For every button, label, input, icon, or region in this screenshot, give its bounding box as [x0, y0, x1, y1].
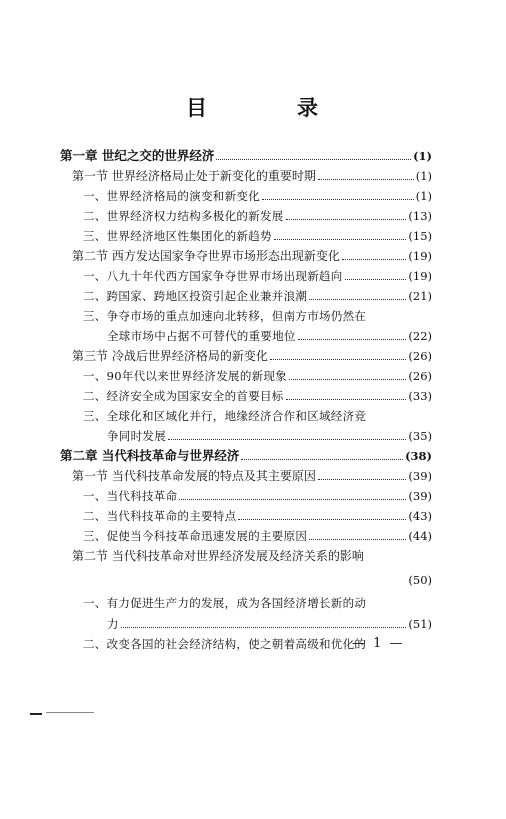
toc-entry-page: (38) [405, 449, 432, 463]
toc-leader-dots [270, 359, 407, 360]
toc-item-continuation [107, 326, 432, 346]
toc-item [83, 206, 432, 226]
toc-entry-page: (50) [408, 573, 432, 587]
toc-leader-dots [345, 279, 407, 280]
toc-section [72, 246, 432, 266]
toc-entry-title: 第一章 世纪之交的世界经济 [60, 148, 215, 163]
toc-entry-title: 二、世界经济权力结构多极化的新发展 [83, 209, 284, 223]
toc-leader-dots [289, 379, 406, 380]
toc-entry-title: 第二节 西方发达国家争夺世界市场形态出现新变化 [72, 249, 340, 263]
toc-entry-title: 一、有力促进生产力的发展，成为各国经济增长新的动 [83, 596, 367, 610]
toc-entry-page: (33) [408, 389, 432, 403]
toc-leader-dots [262, 199, 414, 200]
toc-section [72, 166, 432, 186]
toc-leader-dots [179, 499, 406, 500]
toc-entry-title: 二、当代科技革命的主要特点 [83, 509, 237, 523]
toc-item [83, 486, 432, 506]
toc-entry-page: (51) [408, 617, 432, 631]
toc-entry-title: 三、促使当今科技革命迅速发展的主要原因 [83, 529, 308, 543]
toc-item [83, 266, 432, 286]
toc-entry-page: (15) [408, 229, 432, 243]
toc-entry-title: 一、当代科技革命 [83, 489, 178, 503]
toc-leader-dots [216, 159, 411, 160]
toc-leader-dots [168, 439, 406, 440]
toc-leader-dots [318, 179, 414, 180]
toc-section [72, 546, 432, 566]
toc-entry-title: 力 [107, 617, 119, 631]
toc-leader-dots [241, 459, 403, 460]
toc-entry-page: (1) [415, 189, 432, 203]
toc-entry-title: 争同时发展 [107, 429, 166, 443]
toc-leader-dots [121, 627, 407, 628]
toc-item [83, 593, 432, 613]
toc-entry-title: 三、全球化和区域化并行，地缘经济合作和区域经济竞 [83, 409, 367, 423]
toc-entry-title: 第一节 当代科技革命发展的特点及其主要原因 [72, 469, 316, 483]
toc-entry-page: (39) [408, 489, 432, 503]
toc-entry-page: (19) [408, 269, 432, 283]
toc-entry-page: (39) [408, 469, 432, 483]
toc-entry-title: 一、90年代以来世界经济发展的新现象 [83, 369, 288, 383]
toc-chapter [60, 446, 432, 466]
toc-entry-title: 二、经济安全成为国家安全的首要目标 [83, 389, 284, 403]
toc-entry-page: (26) [408, 369, 432, 383]
toc-leader-dots [238, 519, 406, 520]
toc-item-continuation [107, 614, 432, 634]
toc-leader-dots [274, 239, 407, 240]
toc-entry-title: 第一节 世界经济格局止处于新变化的重要时期 [72, 169, 316, 183]
toc-heading-right: 录 [297, 95, 318, 120]
toc-leader-dots [342, 259, 407, 260]
toc-entry-page: (35) [408, 429, 432, 443]
toc-entry-title: 一、世界经济格局的演变和新变化 [83, 189, 260, 203]
toc-item [83, 526, 432, 546]
toc-chapter [60, 146, 432, 166]
toc-entry-title: 二、跨国家、跨地区投资引起企业兼并浪潮 [83, 289, 308, 303]
toc-leader-dots [286, 219, 407, 220]
toc-entry-title: 第二章 当代科技革命与世界经济 [60, 448, 240, 463]
toc-entry-page: (1) [415, 169, 432, 183]
toc-entry-page: (1) [413, 149, 432, 163]
toc-leader-dots [309, 539, 406, 540]
toc-entry-title: 三、世界经济地区性集团化的新趋势 [83, 229, 272, 243]
toc-item [83, 226, 432, 246]
toc-item [83, 286, 432, 306]
toc-section-continuation [300, 570, 432, 590]
toc-item [83, 406, 432, 426]
toc-leader-dots [298, 339, 407, 340]
toc-entry-title: 三、争夺市场的重点加速向北转移，但南方市场仍然在 [83, 309, 367, 323]
toc-item [83, 386, 432, 406]
toc-entry-title: 二、改变各国的社会经济结构，使之朝着高级和优化的 [83, 637, 367, 651]
toc-entry-title: 第三节 冷战后世界经济格局的新变化 [72, 349, 268, 363]
page-number: — 1 — [352, 636, 405, 651]
toc-entry-page: (13) [408, 209, 432, 223]
toc-entry-page: (19) [408, 249, 432, 263]
toc-item [83, 366, 432, 386]
toc-item [83, 506, 432, 526]
toc-entry-page: (21) [408, 289, 432, 303]
toc-item-continuation [107, 426, 432, 446]
toc-item [83, 306, 432, 326]
toc-heading-left: 目 [186, 95, 207, 120]
toc-entry-title: 全球市场中占据不可替代的重要地位 [107, 329, 296, 343]
toc-entry-page: (44) [408, 529, 432, 543]
toc-leader-dots [318, 479, 407, 480]
toc-entry-title: 一、八九十年代西方国家争夺世界市场出现新趋向 [83, 269, 343, 283]
toc-section [72, 466, 432, 486]
toc-entry-page: (43) [408, 509, 432, 523]
toc-section [72, 346, 432, 366]
toc-leader-dots [286, 399, 407, 400]
toc-leader-dots [309, 299, 406, 300]
toc-item [83, 186, 432, 206]
toc-entry-page: (22) [408, 329, 432, 343]
toc-entry-page: (26) [408, 349, 432, 363]
toc-entry-title: 第二节 当代科技革命对世界经济发展及经济关系的影响 [72, 549, 364, 563]
